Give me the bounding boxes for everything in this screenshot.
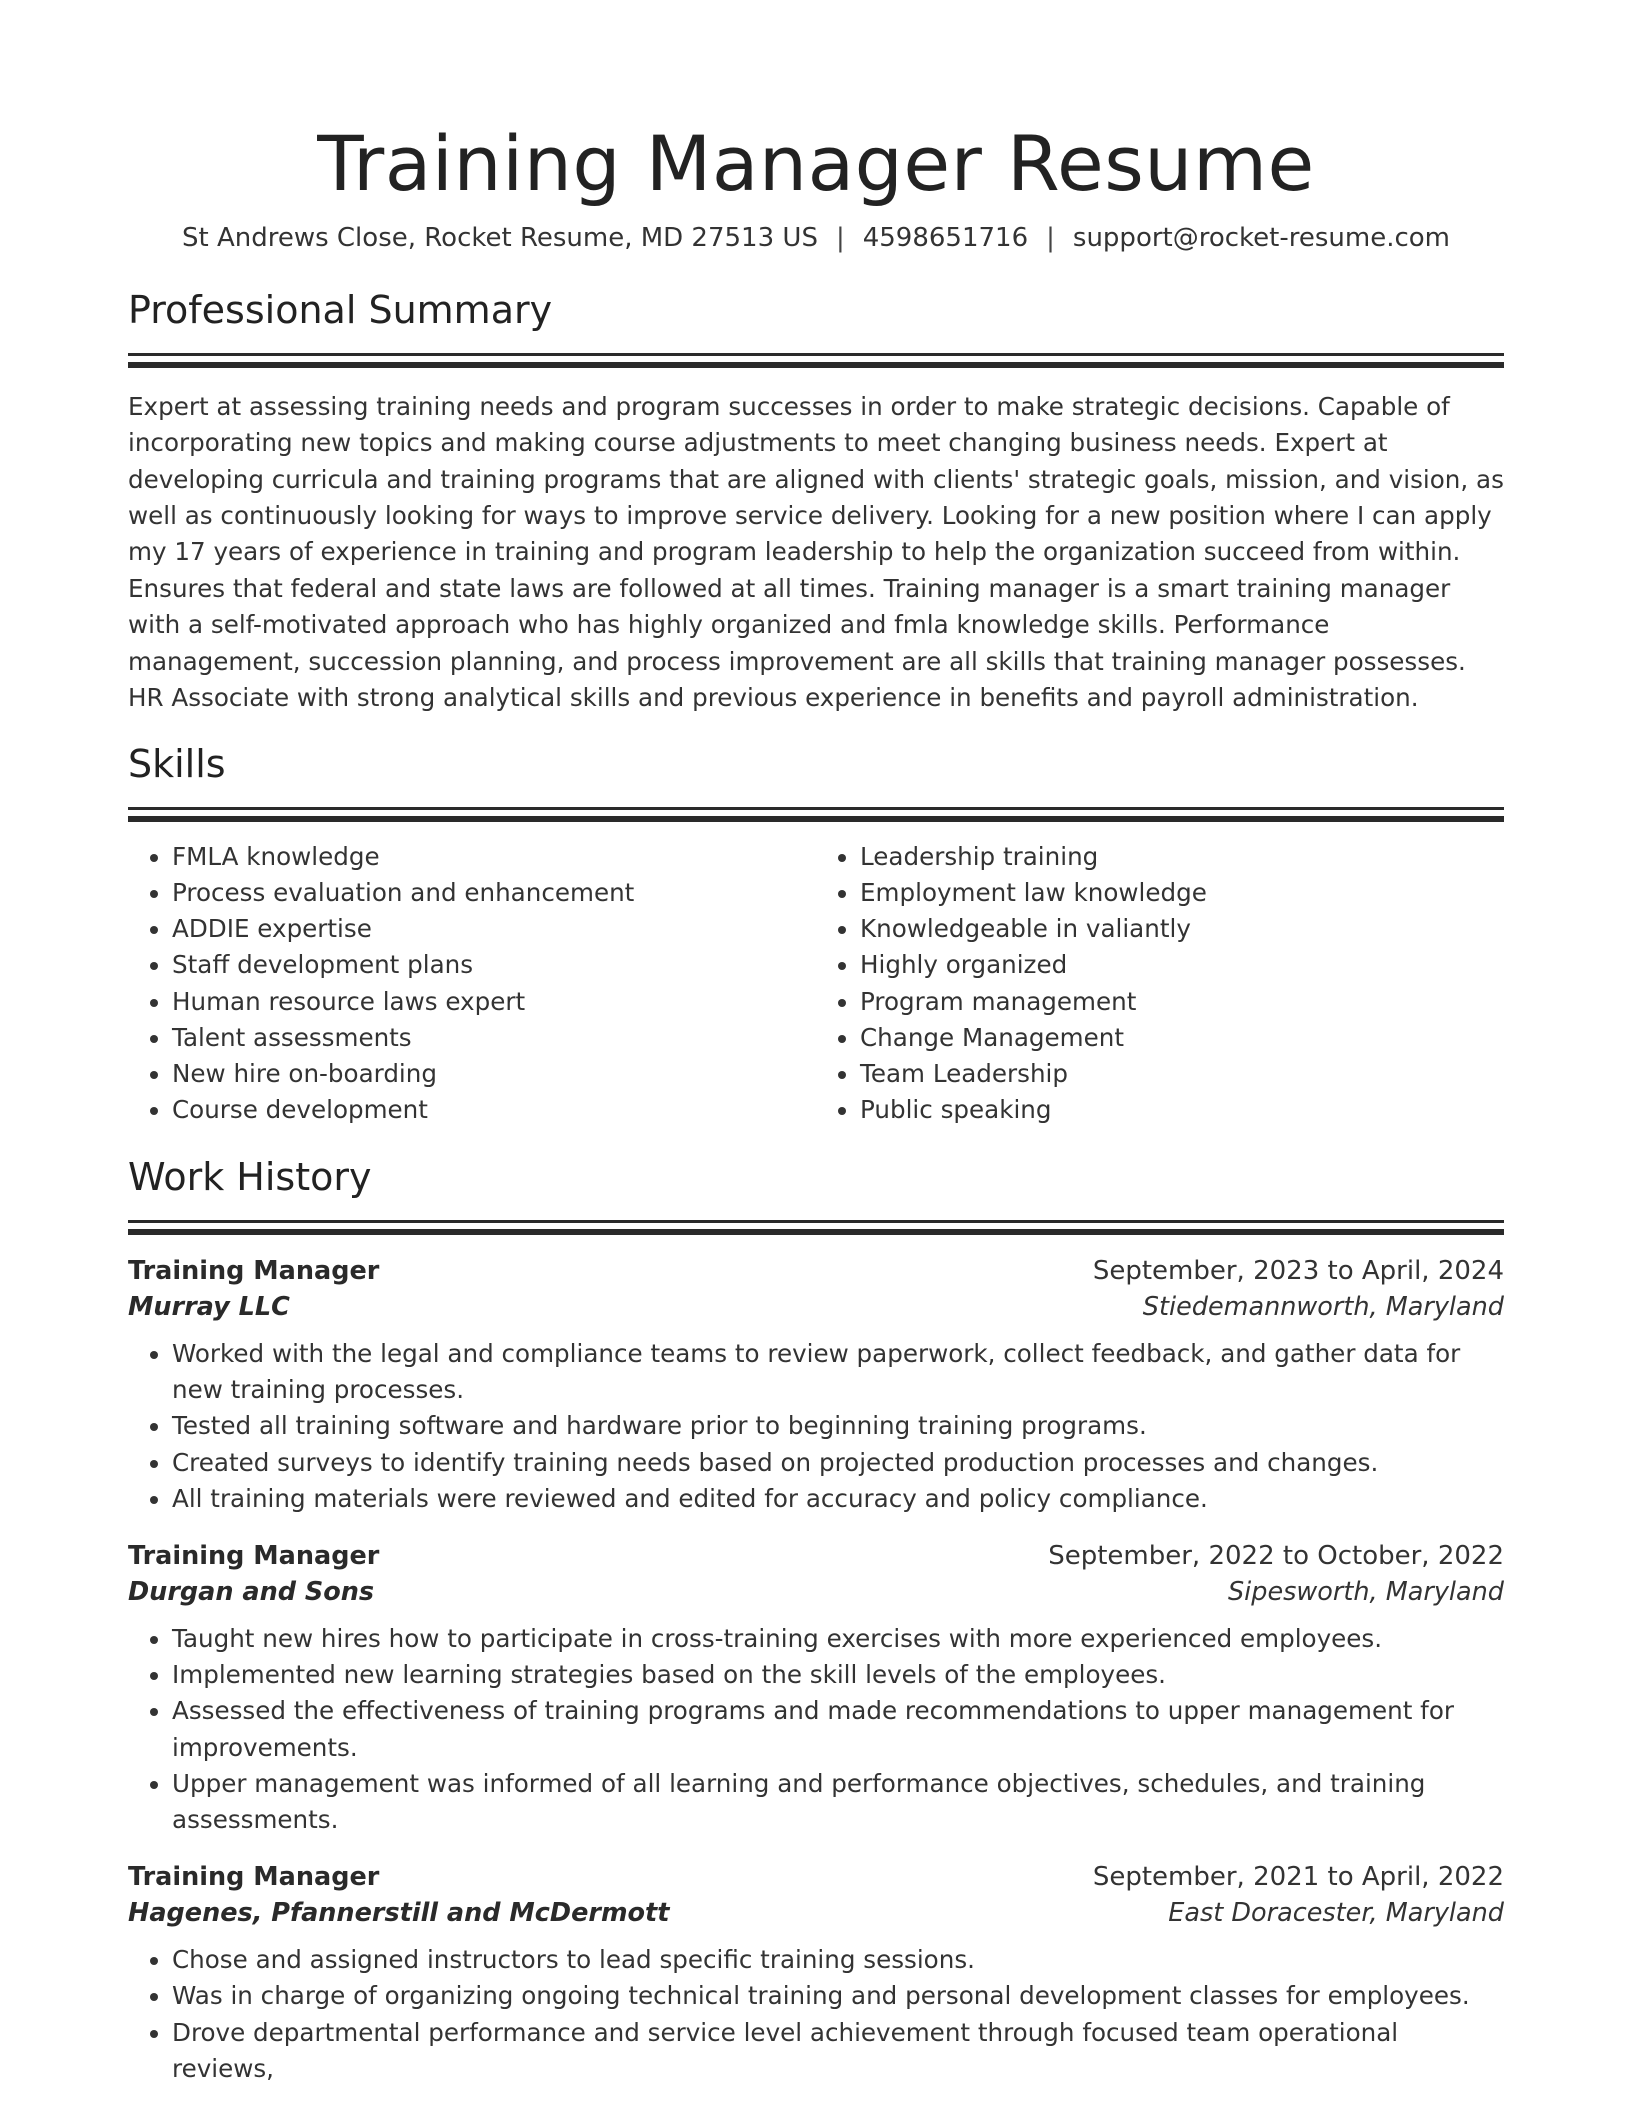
job-entry <box>128 1541 1504 1838</box>
job-location: Stiedemannworth, Maryland <box>1142 1291 1504 1322</box>
skill-item: • Public speaking <box>860 1092 1504 1128</box>
job-location: Sipesworth, Maryland <box>1227 1576 1504 1607</box>
job-dates: September, 2022 to October, 2022 <box>1048 1540 1504 1571</box>
job-title: Training Manager <box>128 1862 380 1893</box>
job-title: Training Manager <box>128 1540 380 1571</box>
contact-address: St Andrews Close, Rocket Resume, MD 27513 US <box>181 223 818 254</box>
job-company: Murray LLC <box>128 1291 290 1322</box>
job-bullet: • Created surveys to identify training needs based on projected production processes and changes. <box>172 1445 1504 1481</box>
skill-item: • Knowledgeable in valiantly <box>860 911 1504 947</box>
section-divider <box>128 353 1504 375</box>
contact-email[interactable]: support@rocket-resume.com <box>1072 223 1451 254</box>
job-bullet: • Tested all training software and hardware prior to beginning training programs. <box>172 1408 1504 1444</box>
skill-item: • Staff development plans <box>172 947 816 983</box>
work-history-heading: Work History <box>128 1155 372 1200</box>
job-location: East Doracester, Maryland <box>1168 1898 1504 1929</box>
contact-line <box>128 223 1504 253</box>
job-bullet: • Taught new hires how to participate in cross-training exercises with more experienced employees. <box>172 1621 1504 1657</box>
work-history-section <box>128 1154 1504 2087</box>
section-divider <box>128 807 1504 829</box>
job-entry <box>128 1256 1504 1517</box>
skill-item: • Change Management <box>860 1020 1504 1056</box>
skill-item: • Highly organized <box>860 947 1504 983</box>
skill-item: • ADDIE expertise <box>172 911 816 947</box>
job-dates: September, 2023 to April, 2024 <box>1092 1255 1504 1286</box>
contact-separator: | <box>835 223 845 254</box>
skill-item: • Employment law knowledge <box>860 875 1504 911</box>
job-bullets <box>128 1621 1504 1838</box>
job-bullets <box>128 1336 1504 1517</box>
skills-section <box>128 741 1504 1128</box>
skill-item: • Team Leadership <box>860 1056 1504 1092</box>
resume-title: Training Manager Resume <box>317 119 1315 208</box>
job-bullet: • Chose and assigned instructors to lead specific training sessions. <box>172 1942 1504 1978</box>
job-bullet: • Assessed the effectiveness of training programs and made recommendations to upper management for improvements. <box>172 1693 1504 1765</box>
job-company: Hagenes, Pfannerstill and McDermott <box>128 1898 670 1929</box>
skill-item: • Leadership training <box>860 839 1504 875</box>
job-company: Durgan and Sons <box>128 1576 375 1607</box>
skills-list-left <box>128 839 816 1129</box>
skills-list-right <box>816 839 1504 1129</box>
job-bullet: • Drove departmental performance and service level achievement through focused team operational reviews, <box>172 2015 1504 2087</box>
job-dates: September, 2021 to April, 2022 <box>1092 1862 1504 1893</box>
skill-item: • Human resource laws expert <box>172 984 816 1020</box>
skills-columns <box>128 839 1504 1129</box>
summary-text: Expert at assessing training needs and program successes in order to make strategic decisions. Capable of incorporating new topics and making course adjustments to meet changing business needs. Expert at developing curricula and training programs that are aligned with clients' strategic goals, mission, and vision, as well as continuously looking for ways to improve service delivery. Looking for a new position where I can apply my 17 years of experience in training and program leadership to help the organization succeed from within. Ensures that federal and state laws are followed at all times. Training manager is a smart training manager with a self-motivated approach who has highly organized and fmla knowledge skills. Performance management, succession planning, and process improvement are all skills that training manager possesses. HR Associate with strong analytical skills and previous experience in benefits and payroll administration. <box>128 391 1504 712</box>
job-bullets <box>128 1942 1504 2087</box>
job-bullet: • All training materials were reviewed and edited for accuracy and policy compliance. <box>172 1481 1504 1517</box>
skill-item: • Course development <box>172 1092 816 1128</box>
skill-item: • Talent assessments <box>172 1020 816 1056</box>
contact-phone: 4598651716 <box>862 223 1029 254</box>
job-entry <box>128 1862 1504 2087</box>
skill-item: • FMLA knowledge <box>172 839 816 875</box>
skills-heading: Skills <box>128 742 226 787</box>
job-bullet: • Was in charge of organizing ongoing technical training and personal development classes for employees. <box>172 1978 1504 2014</box>
contact-separator: | <box>1046 223 1055 254</box>
summary-heading: Professional Summary <box>128 288 553 333</box>
section-divider <box>128 1220 1504 1242</box>
job-bullet: • Upper management was informed of all learning and performance objectives, schedules, and training assessments. <box>172 1766 1504 1838</box>
summary-section <box>128 287 1504 716</box>
job-bullet: • Worked with the legal and compliance teams to review paperwork, collect feedback, and gather data for new training processes. <box>172 1336 1504 1408</box>
job-bullet: • Implemented new learning strategies based on the skill levels of the employees. <box>172 1657 1504 1693</box>
skill-item: • Process evaluation and enhancement <box>172 875 816 911</box>
skill-item: • New hire on-boarding <box>172 1056 816 1092</box>
skill-item: • Program management <box>860 984 1504 1020</box>
job-title: Training Manager <box>128 1255 380 1286</box>
